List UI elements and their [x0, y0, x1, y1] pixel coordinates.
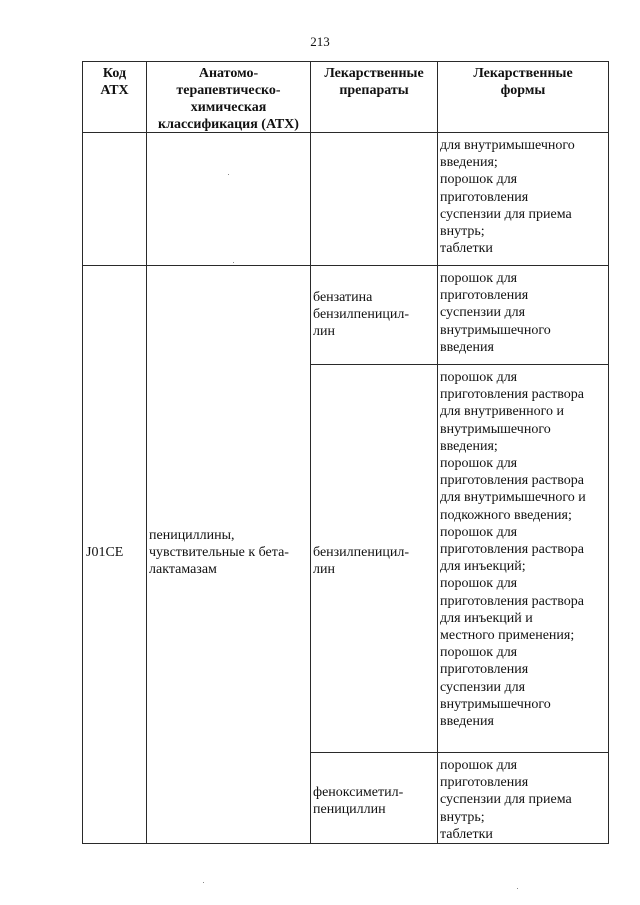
row-divider — [82, 265, 609, 266]
column-divider — [437, 61, 438, 844]
page-number: 213 — [310, 34, 330, 49]
atc-classification: пенициллины, чувствительные к бета- лактамазам — [149, 528, 289, 578]
drug-divider — [310, 752, 609, 753]
table-border-top — [82, 61, 609, 62]
drug-name: бензилпеницил- лин — [313, 545, 409, 578]
header-classification: Анатомо- терапевтическо- химическая классификация (АТХ) — [158, 66, 299, 132]
scan-speck — [228, 174, 229, 175]
table-border-right — [608, 61, 609, 844]
header-drugs: Лекарственные препараты — [324, 66, 424, 98]
column-divider — [146, 61, 147, 844]
column-divider — [310, 61, 311, 844]
drug-name: бензатина бензилпеницил- лин — [313, 290, 409, 340]
scan-speck — [203, 882, 204, 883]
scan-speck — [233, 262, 234, 263]
scan-speck — [517, 888, 518, 889]
continuation-forms: для внутримышечного введения; порошок для приготовления суспензии для приема внутрь; таблетки — [440, 138, 575, 257]
drug-forms: порошок для приготовления суспензии для приема внутрь; таблетки — [440, 758, 572, 842]
drug-forms: порошок для приготовления суспензии для внутримышечного введения — [440, 271, 551, 355]
atc-code: J01CE — [86, 545, 124, 560]
header-code: Код АТХ — [100, 66, 129, 98]
header-forms: Лекарственные формы — [473, 66, 573, 98]
table-border-bottom — [82, 843, 609, 844]
drug-divider — [310, 364, 609, 365]
drug-name: феноксиметил- пенициллин — [313, 785, 404, 818]
drug-forms: порошок для приготовления раствора для внутривенного и внутримышечного введения; порошок для приготовления раствора для внутримышечного и подкожного введения; порошок для приготовления раствора для инъекций; порошок для приготовления раствора для инъекций и местного применения; порошок для приготовления суспензии для внутримышечного введения — [440, 370, 586, 730]
table-border-left — [82, 61, 83, 844]
